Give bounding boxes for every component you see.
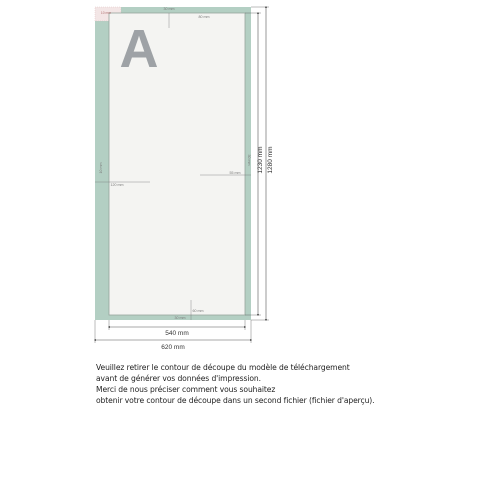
outer-width-label: 620 mm <box>161 344 185 351</box>
right-offset-label-2: 30 mm <box>247 154 251 166</box>
bottom-offset-label-2: 60 mm <box>192 309 204 313</box>
top-offset-label: 30 mm <box>163 7 175 11</box>
top-offset-label-2: 80 mm <box>198 15 210 19</box>
inner-width-label: 540 mm <box>165 330 189 337</box>
note-line-4: obtenir votre contour de découpe dans un second fichier (fichier d'aperçu). <box>96 396 375 405</box>
right-offset-label: 55 mm <box>229 171 241 175</box>
note-line-3: Merci de nous préciser comment vous souhaitez <box>96 385 276 394</box>
instructions-note <box>96 362 496 406</box>
note-line-2: avant de générer vos données d'impression. <box>96 374 261 383</box>
corner-tag-label: 10 mm <box>100 11 112 15</box>
panel-letter: A <box>119 19 159 79</box>
outer-height-label: 1280 mm <box>267 146 274 174</box>
left-offset-label-2: 10 mm <box>99 162 103 174</box>
bottom-offset-label: 30 mm <box>174 316 186 320</box>
inner-height-label: 1230 mm <box>257 146 264 174</box>
note-line-1: Veuillez retirer le contour de découpe du modèle de téléchargement <box>96 363 350 372</box>
left-offset-label: 120 mm <box>110 183 124 187</box>
